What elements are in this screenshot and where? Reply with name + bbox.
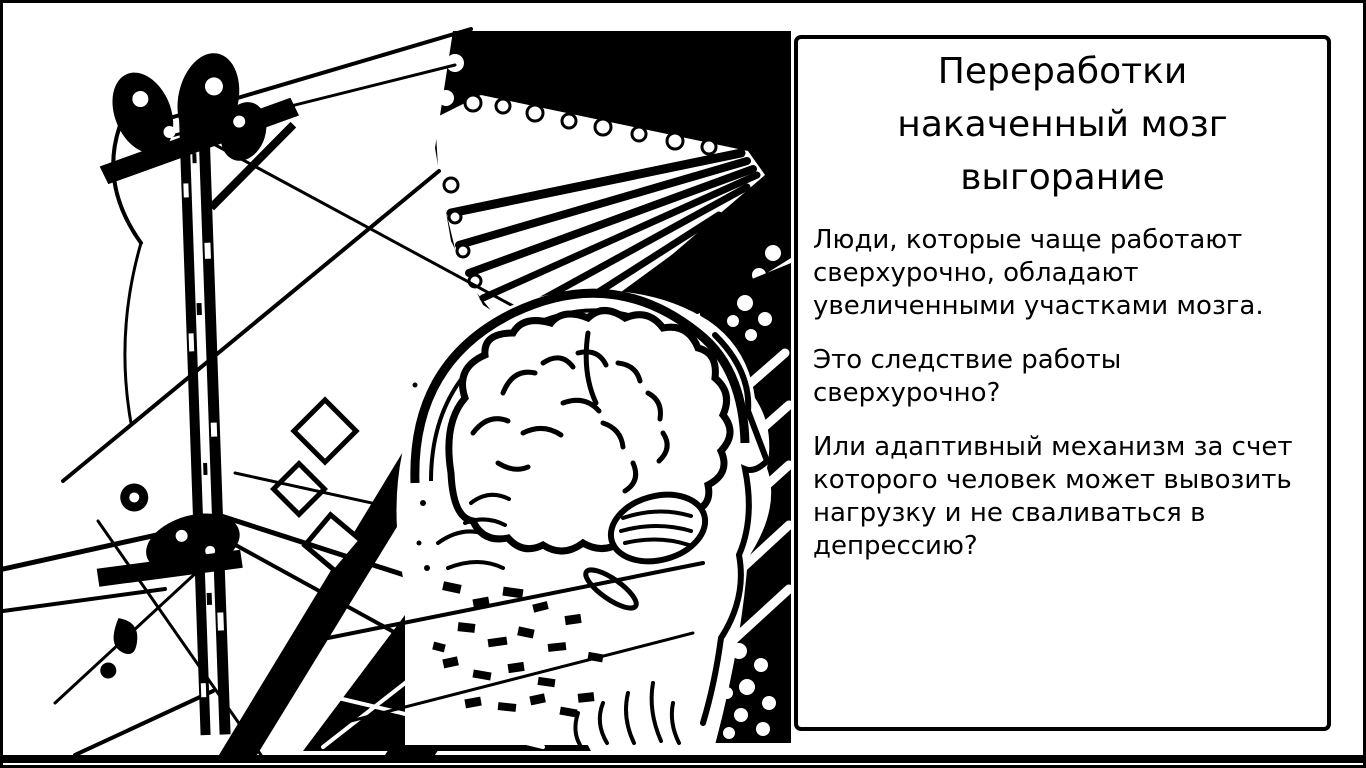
body-line: сверхурочно, обладают	[813, 258, 1139, 288]
title-line: выгорание	[960, 157, 1165, 198]
title-line: Переработки	[937, 51, 1188, 92]
brain-powerlines-illustration	[3, 3, 794, 755]
body-line: Люди, которые чаще работают	[813, 225, 1243, 255]
panel-body	[813, 224, 1317, 563]
panel-title	[806, 45, 1319, 204]
paragraph	[813, 344, 1317, 410]
human-head-profile	[397, 291, 772, 745]
paragraph	[813, 224, 1317, 323]
text-panel	[794, 35, 1331, 731]
slide-bottom-border	[3, 755, 1363, 763]
body-line: которого человек может вывозить	[813, 465, 1292, 495]
title-line: накаченный мозг	[897, 104, 1228, 145]
body-line: Это следствие работы	[813, 345, 1122, 375]
body-line: Или адаптивный механизм за счет	[813, 432, 1293, 462]
paragraph	[813, 431, 1317, 563]
body-line: увеличенными участками мозга.	[813, 291, 1264, 321]
body-line: депрессию?	[813, 531, 978, 561]
body-line: нагрузку и не сваливаться в	[813, 498, 1206, 528]
body-line: сверхурочно?	[813, 378, 1001, 408]
